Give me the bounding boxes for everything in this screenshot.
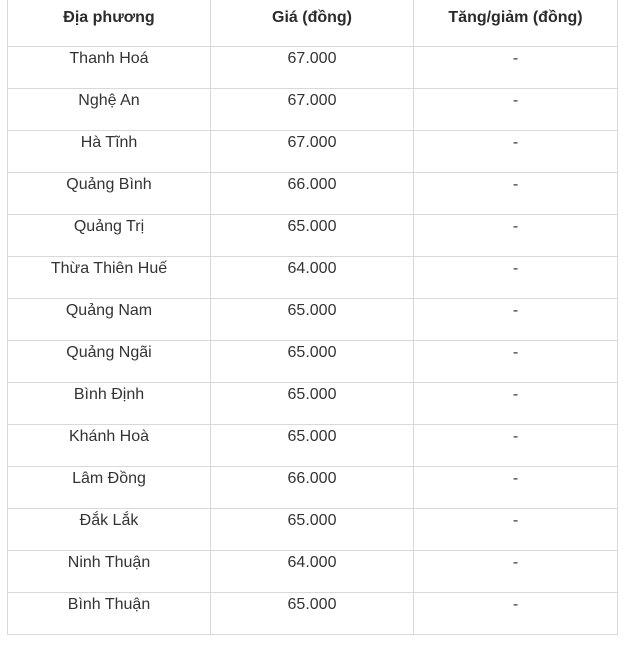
cell-change: - — [414, 88, 618, 130]
price-table — [7, 0, 618, 635]
header-change: Tăng/giảm (đồng) — [414, 0, 618, 46]
table-row — [8, 130, 618, 172]
table-row — [8, 88, 618, 130]
table-body — [8, 46, 618, 634]
cell-locality: Thừa Thiên Huế — [8, 256, 211, 298]
cell-price: 65.000 — [211, 382, 414, 424]
cell-change: - — [414, 256, 618, 298]
cell-change: - — [414, 130, 618, 172]
cell-change: - — [414, 424, 618, 466]
cell-locality: Nghệ An — [8, 88, 211, 130]
cell-price: 65.000 — [211, 424, 414, 466]
cell-change: - — [414, 382, 618, 424]
cell-change: - — [414, 298, 618, 340]
cell-change: - — [414, 466, 618, 508]
table-row — [8, 550, 618, 592]
table-row — [8, 466, 618, 508]
cell-locality: Thanh Hoá — [8, 46, 211, 88]
cell-locality: Lâm Đồng — [8, 466, 211, 508]
header-price: Giá (đồng) — [211, 0, 414, 46]
cell-change: - — [414, 46, 618, 88]
cell-price: 67.000 — [211, 46, 414, 88]
cell-locality: Đắk Lắk — [8, 508, 211, 550]
header-row — [8, 0, 618, 46]
cell-price: 65.000 — [211, 214, 414, 256]
cell-change: - — [414, 214, 618, 256]
cell-price: 67.000 — [211, 88, 414, 130]
table-row — [8, 382, 618, 424]
cell-price: 65.000 — [211, 592, 414, 634]
table-row — [8, 256, 618, 298]
cell-change: - — [414, 550, 618, 592]
cell-locality: Quảng Ngãi — [8, 340, 211, 382]
table-row — [8, 46, 618, 88]
table-row — [8, 172, 618, 214]
cell-price: 65.000 — [211, 340, 414, 382]
cell-change: - — [414, 508, 618, 550]
cell-price: 64.000 — [211, 256, 414, 298]
table-row — [8, 508, 618, 550]
cell-locality: Quảng Bình — [8, 172, 211, 214]
cell-change: - — [414, 172, 618, 214]
table-row — [8, 214, 618, 256]
cell-price: 64.000 — [211, 550, 414, 592]
cell-locality: Hà Tĩnh — [8, 130, 211, 172]
table-row — [8, 424, 618, 466]
table-row — [8, 592, 618, 634]
cell-locality: Ninh Thuận — [8, 550, 211, 592]
cell-price: 65.000 — [211, 298, 414, 340]
cell-locality: Bình Định — [8, 382, 211, 424]
cell-price: 65.000 — [211, 508, 414, 550]
cell-locality: Quảng Trị — [8, 214, 211, 256]
cell-change: - — [414, 340, 618, 382]
table-row — [8, 298, 618, 340]
cell-locality: Khánh Hoà — [8, 424, 211, 466]
cell-change: - — [414, 592, 618, 634]
table-header — [8, 0, 618, 46]
table-row — [8, 340, 618, 382]
cell-price: 67.000 — [211, 130, 414, 172]
cell-locality: Quảng Nam — [8, 298, 211, 340]
cell-price: 66.000 — [211, 172, 414, 214]
cell-price: 66.000 — [211, 466, 414, 508]
header-locality: Địa phương — [8, 0, 211, 46]
cell-locality: Bình Thuận — [8, 592, 211, 634]
